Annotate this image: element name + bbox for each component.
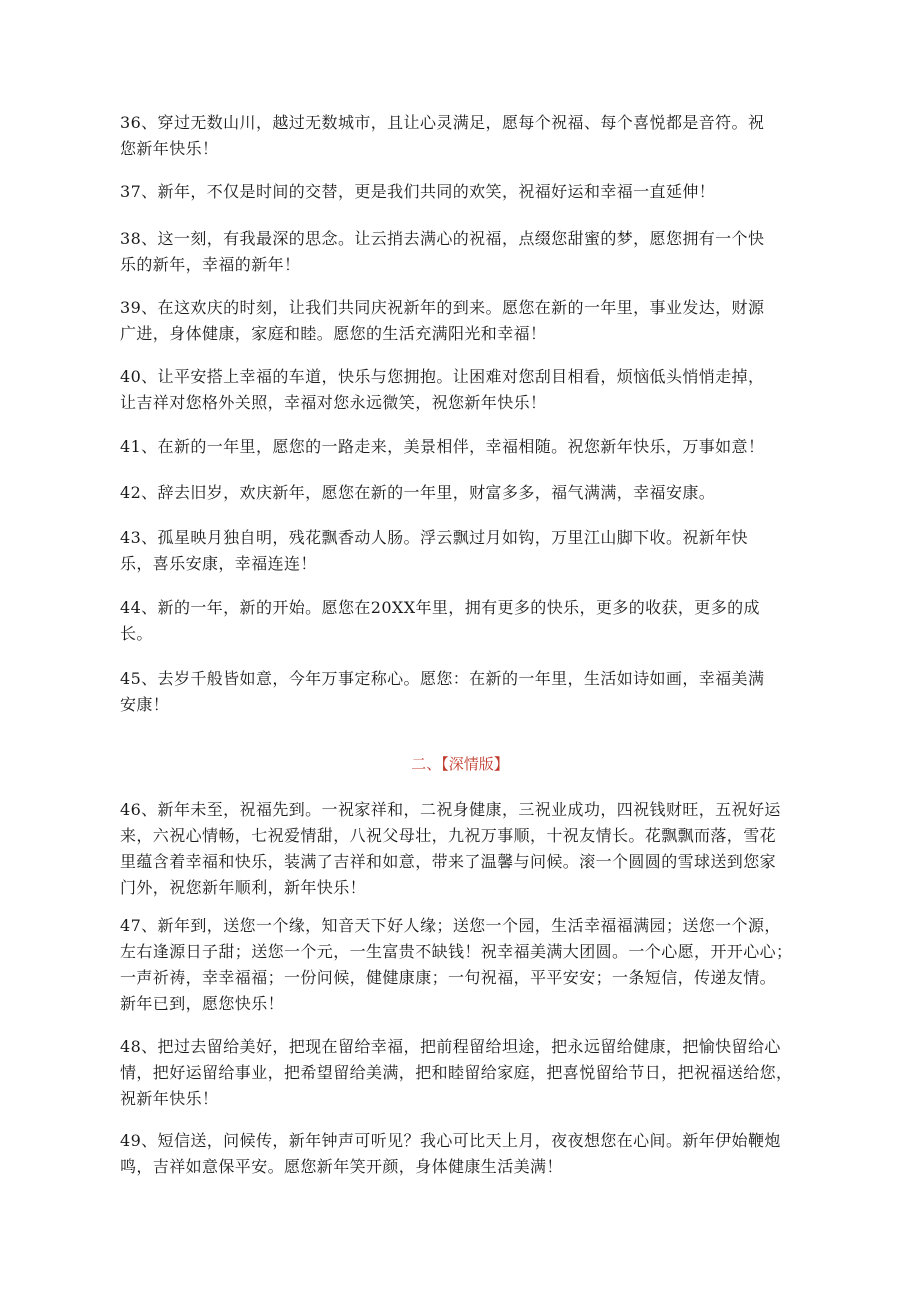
wish-paragraph-48 (120, 1034, 810, 1112)
paragraph-line: 45、去岁千般皆如意，今年万事定称心。愿您：在新的一年里，生活如诗如画，幸福美满 (120, 669, 765, 688)
paragraph-line: 48、把过去留给美好，把现在留给幸福，把前程留给坦途，把永远留给健康，把愉快留给心 (120, 1037, 781, 1056)
paragraph-line: 长。 (120, 624, 153, 643)
paragraph-line: 36、穿过无数山川，越过无数城市，且让心灵满足，愿每个祝福、每个喜悦都是音符。祝 (120, 113, 765, 132)
paragraph-line: 来，六祝心情畅，七祝爱情甜，八祝父母壮，九祝万事顺，十祝友情长。花飘飘而落，雪花 (120, 826, 777, 845)
paragraph-line: 37、新年，不仅是时间的交替，更是我们共同的欢笑，祝福好运和幸福一直延伸！ (120, 182, 716, 201)
paragraph-line: 左右逢源日子甜；送您一个元，一生富贵不缺钱！祝幸福美满大团圆。一个心愿，开开心心； (120, 942, 793, 961)
paragraph-line: 您新年快乐！ (120, 139, 219, 158)
paragraph-line: 安康！ (120, 695, 170, 714)
paragraph-line: 广进，身体健康，家庭和睦。愿您的生活充满阳光和幸福！ (120, 324, 547, 343)
paragraph-line: 里蕴含着幸福和快乐，装满了吉祥和如意，带来了温馨与问候。滚一个圆圆的雪球送到您家 (120, 852, 777, 871)
paragraph-line: 49、短信送，问候传，新年钟声可听见？我心可比天上月，夜夜想您在心间。新年伊始鞭炮 (120, 1131, 781, 1150)
wish-paragraph-41 (120, 434, 810, 460)
wish-paragraph-49 (120, 1128, 810, 1180)
paragraph-line: 乐，喜乐安康，幸福连连！ (120, 554, 317, 573)
paragraph-line: 40、让平安搭上幸福的车道，快乐与您拥抱。让困难对您刮目相看，烦恼低头悄悄走掉， (120, 367, 765, 386)
paragraph-line: 门外，祝您新年顺利，新年快乐！ (120, 878, 367, 897)
wish-paragraph-45 (120, 666, 810, 718)
section-heading: 二、【深情版】 (411, 755, 509, 773)
paragraph-line: 39、在这欢庆的时刻，让我们共同庆祝新年的到来。愿您在新的一年里，事业发达，财源 (120, 298, 765, 317)
wish-paragraph-46 (120, 797, 810, 901)
paragraph-line: 情，把好运留给事业，把希望留给美满，把和睦留给家庭，把喜悦留给节日，把祝福送给您， (120, 1063, 793, 1082)
wish-paragraph-38 (120, 226, 810, 278)
wish-paragraph-43 (120, 525, 810, 577)
paragraph-line: 41、在新的一年里，愿您的一路走来，美景相伴，幸福相随。祝您新年快乐，万事如意！ (120, 437, 765, 456)
paragraph-line: 祝新年快乐！ (120, 1089, 219, 1108)
paragraph-line: 46、新年未至，祝福先到。一祝家祥和，二祝身健康，三祝业成功，四祝钱财旺，五祝好运 (120, 800, 781, 819)
wish-paragraph-42 (120, 480, 810, 506)
wish-paragraph-36 (120, 110, 810, 162)
paragraph-line: 47、新年到，送您一个缘，知音天下好人缘；送您一个园，生活幸福福满园；送您一个源， (120, 916, 781, 935)
paragraph-line: 鸣，吉祥如意保平安。愿您新年笑开颜，身体健康生活美满！ (120, 1157, 563, 1176)
wish-paragraph-47 (120, 913, 810, 1017)
paragraph-line: 44、新的一年，新的开始。愿您在20XX年里，拥有更多的快乐，更多的收获，更多的成 (120, 598, 760, 617)
paragraph-line: 一声祈祷，幸幸福福；一份问候，健健康康；一句祝福，平平安安；一条短信，传递友情。 (120, 968, 777, 987)
paragraph-line: 38、这一刻，有我最深的思念。让云捎去满心的祝福，点缀您甜蜜的梦，愿您拥有一个快 (120, 229, 765, 248)
paragraph-line: 让吉祥对您格外关照，幸福对您永远微笑，祝您新年快乐！ (120, 393, 547, 412)
wish-paragraph-40 (120, 364, 810, 416)
paragraph-line: 42、辞去旧岁，欢庆新年，愿您在新的一年里，财富多多，福气满满，幸福安康。 (120, 483, 716, 502)
wish-paragraph-44 (120, 595, 810, 647)
paragraph-line: 新年已到，愿您快乐！ (120, 994, 285, 1013)
paragraph-line: 43、孤星映月独自明，残花飘香动人肠。浮云飘过月如钩，万里江山脚下收。祝新年快 (120, 528, 748, 547)
wish-paragraph-37 (120, 179, 810, 205)
paragraph-line: 乐的新年，幸福的新年！ (120, 255, 301, 274)
wish-paragraph-39 (120, 295, 810, 347)
